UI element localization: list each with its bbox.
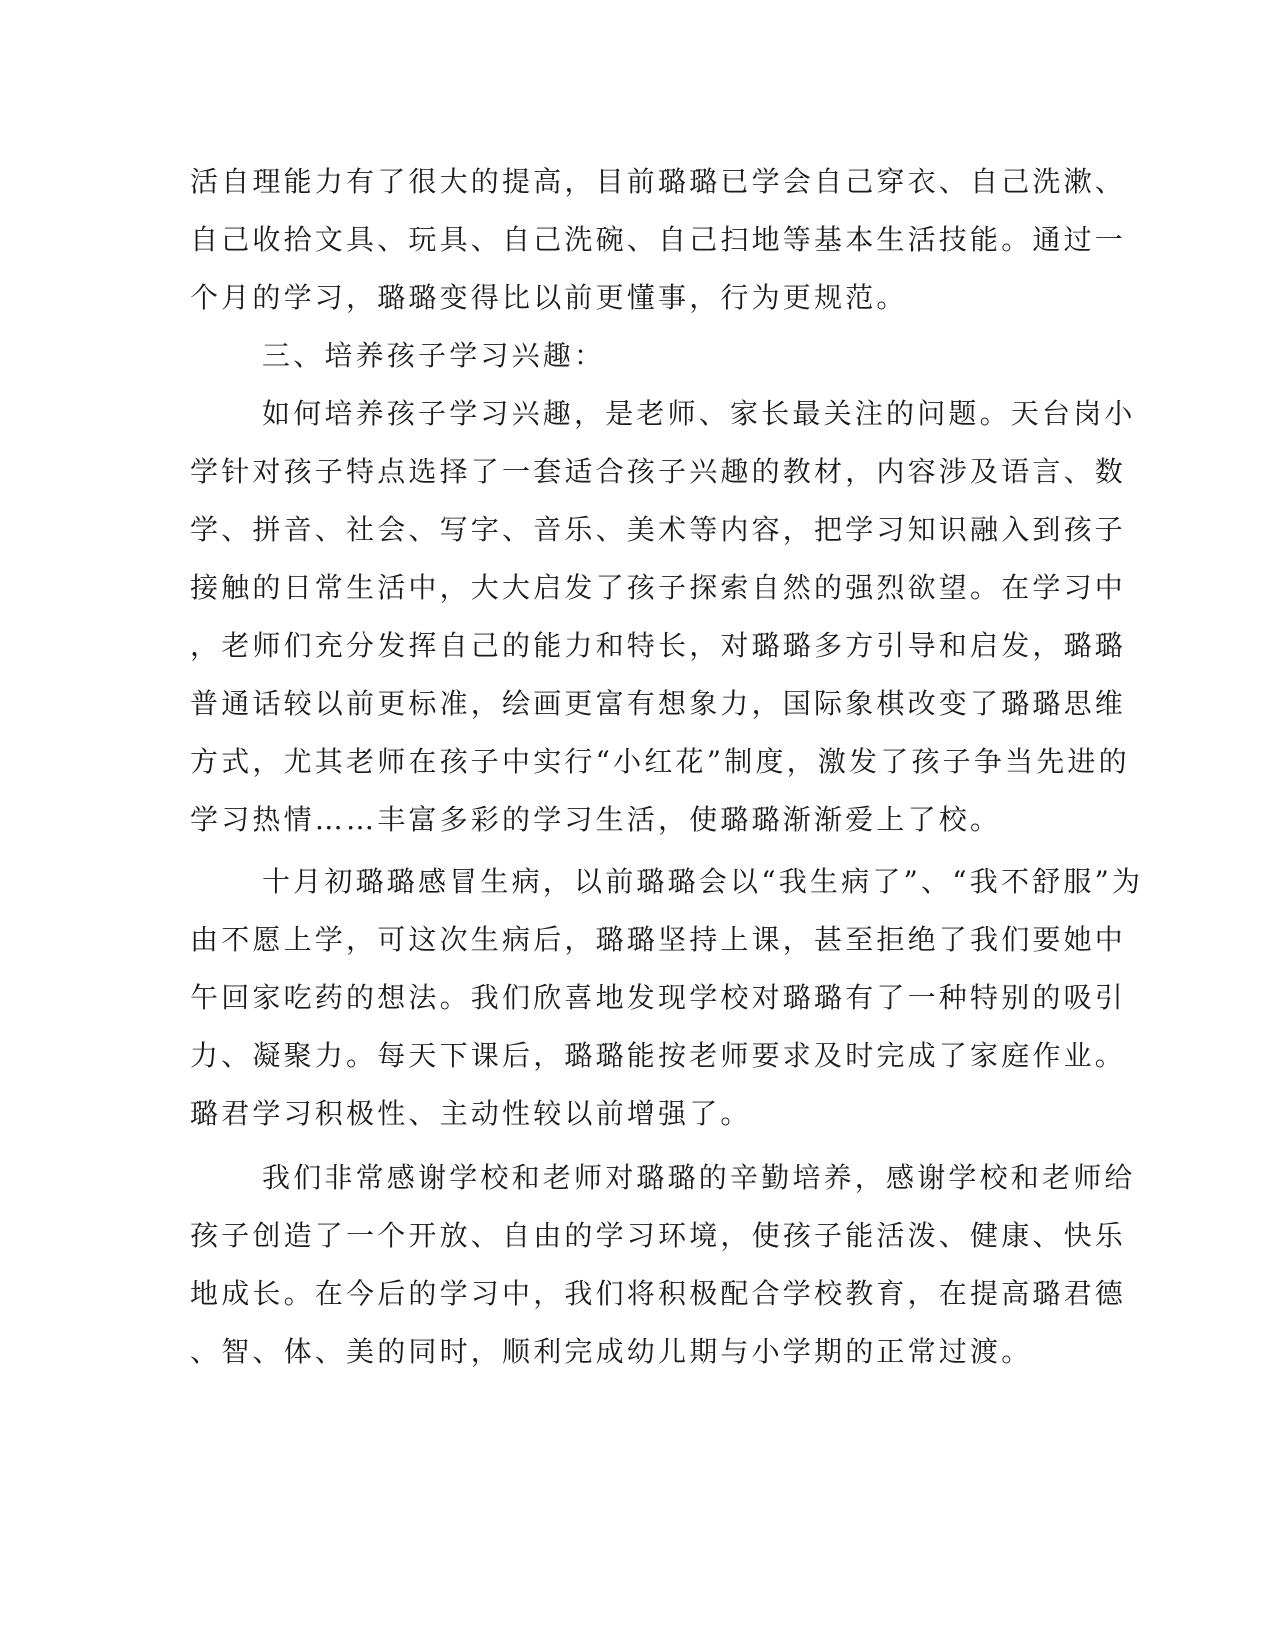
text-line: 普通话较以前更标准，绘画更富有想象力，国际象棋改变了璐璐思维 [190, 687, 1127, 720]
text-line: 个月的学习，璐璐变得比以前更懂事，行为更规范。 [190, 281, 908, 314]
text-line: 孩子创造了一个开放、自由的学习环境，使孩子能活泼、健康、快乐 [190, 1219, 1127, 1252]
text-line: 璐君学习积极性、主动性较以前增强了。 [190, 1097, 752, 1130]
text-line: 地成长。在今后的学习中，我们将积极配合学校教育，在提高璐君德 [190, 1277, 1127, 1310]
text-line: 活自理能力有了很大的提高，目前璐璐已学会自己穿衣、自己洗漱、 [190, 165, 1127, 198]
text-line: ，老师们充分发挥自己的能力和特长，对璐璐多方引导和启发，璐璐 [190, 629, 1127, 662]
text-line: 自己收拾文具、玩具、自己洗碗、自己扫地等基本生活技能。通过一 [190, 223, 1127, 256]
text-line: 如何培养孩子学习兴趣，是老师、家长最关注的问题。天台岗小 [262, 397, 1136, 430]
text-line: 午回家吃药的想法。我们欣喜地发现学校对璐璐有了一种特别的吸引 [190, 981, 1127, 1014]
text-line: 十月初璐璐感冒生病，以前璐璐会以“我生病了”、“我不舒服”为 [262, 865, 1144, 898]
text-line: 学针对孩子特点选择了一套适合孩子兴趣的教材，内容涉及语言、数 [190, 455, 1127, 488]
text-line: 方式，尤其老师在孩子中实行“小红花”制度，激发了孩子争当先进的 [190, 745, 1130, 778]
text-line: 、智、体、美的同时，顺利完成幼儿期与小学期的正常过渡。 [190, 1335, 1033, 1368]
section-heading: 三、培养孩子学习兴趣： [262, 339, 606, 372]
text-line: 由不愿上学，可这次生病后，璐璐坚持上课，甚至拒绝了我们要她中 [190, 923, 1127, 956]
text-line: 力、凝聚力。每天下课后，璐璐能按老师要求及时完成了家庭作业。 [190, 1039, 1127, 1072]
text-line: 我们非常感谢学校和老师对璐璐的辛勤培养，感谢学校和老师给 [262, 1161, 1136, 1194]
text-line: 接触的日常生活中，大大启发了孩子探索自然的强烈欲望。在学习中 [190, 571, 1127, 604]
text-line: 学、拼音、社会、写字、音乐、美术等内容，把学习知识融入到孩子 [190, 513, 1127, 546]
text-line: 学习热情……丰富多彩的学习生活，使璐璐渐渐爱上了校。 [190, 803, 1002, 836]
